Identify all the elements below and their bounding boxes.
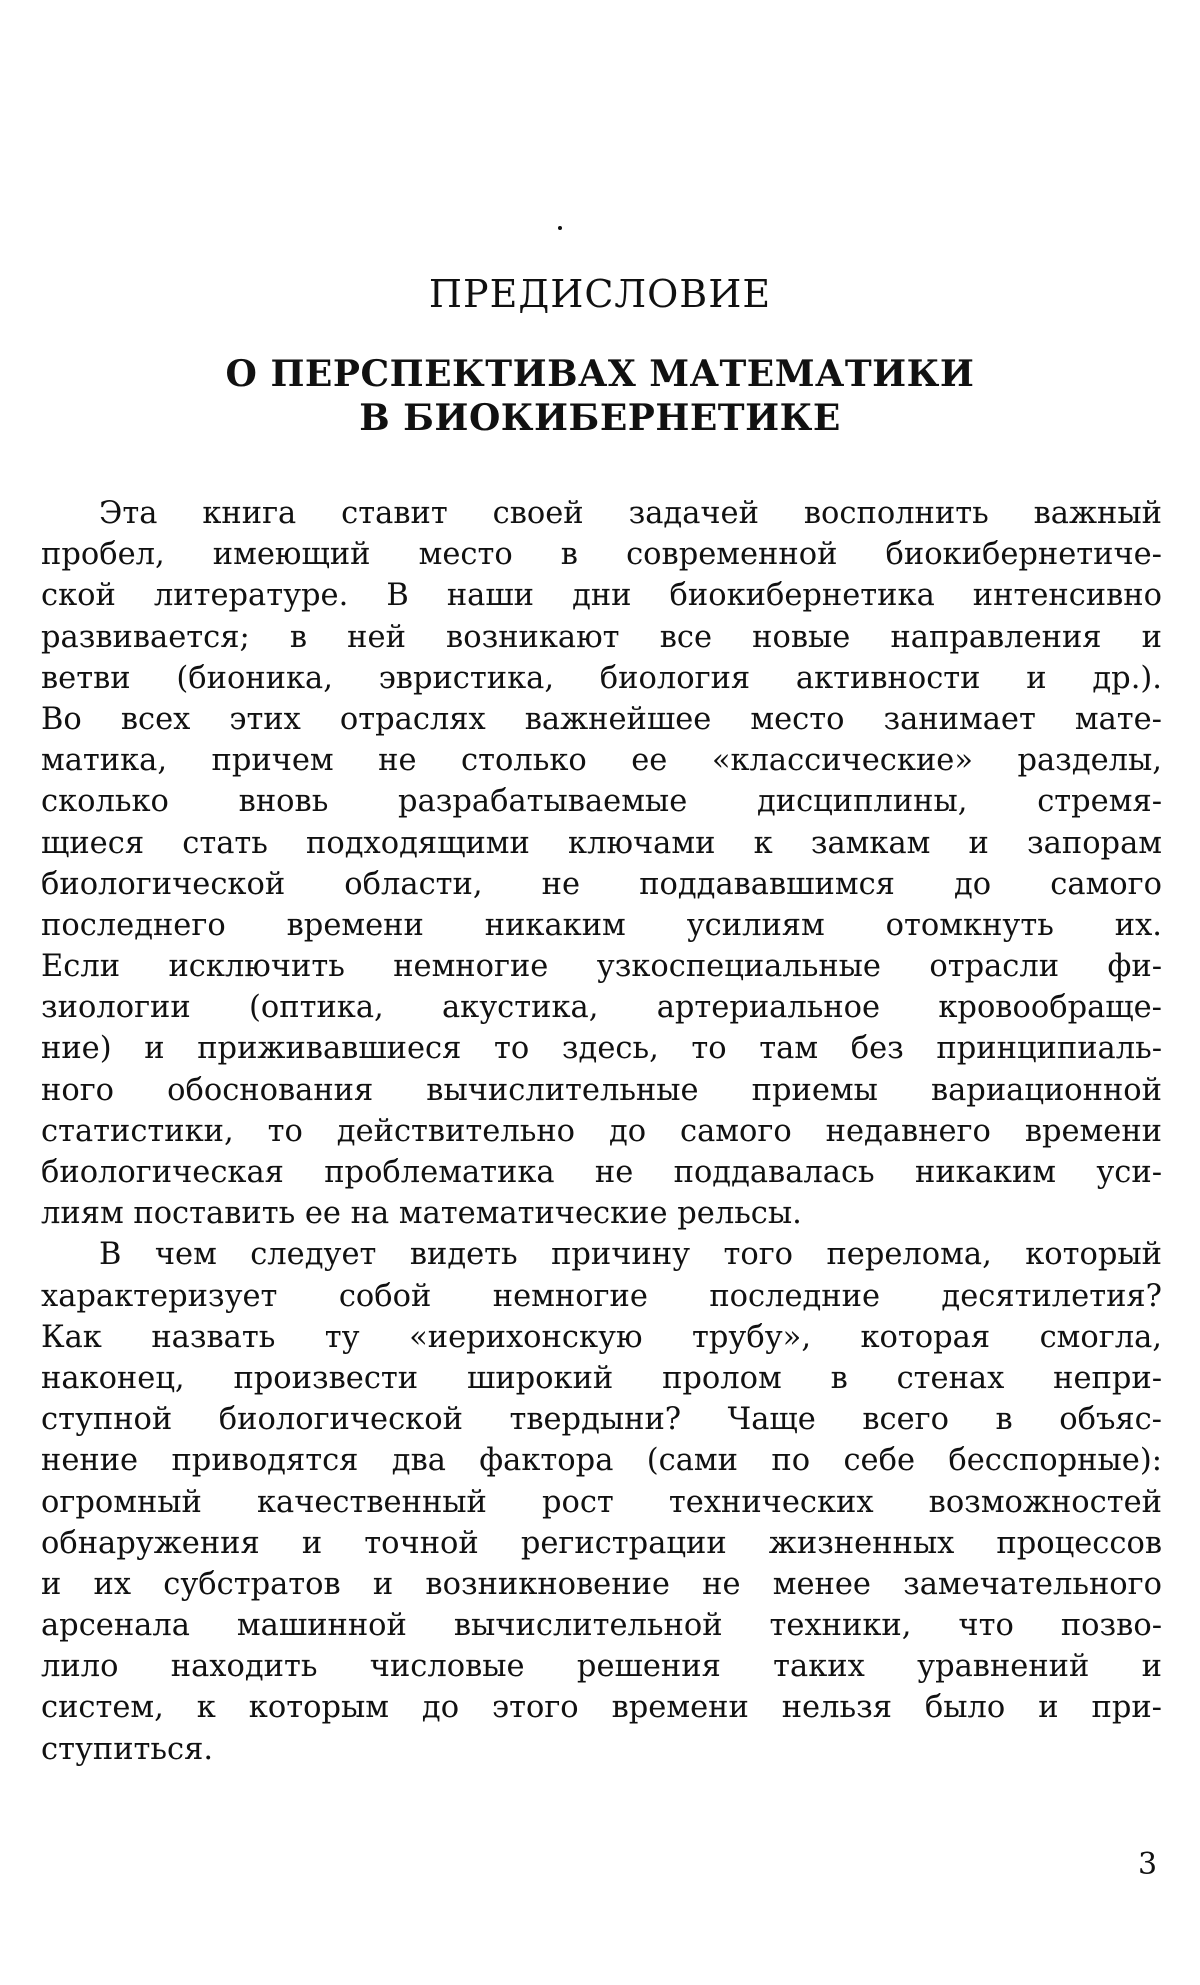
text-line: Если исключить немногие узкоспециальные отрасли фи- <box>41 949 1162 985</box>
text-line: В чем следует видеть причину того перелома, который <box>99 1237 1162 1273</box>
text-line: Эта книга ставит своей задачей восполнить важный <box>99 496 1162 531</box>
text-line: щиеся стать подходящими ключами к замкам и запорам <box>41 825 1162 861</box>
text-line: пробел, имеющий место в современной биокибернетиче- <box>41 537 1162 573</box>
text-line: матика, причем не столько ее «классические» разделы, <box>41 743 1162 779</box>
chapter-title-line-1: О ПЕРСПЕКТИВАХ МАТЕМАТИКИ <box>225 353 975 395</box>
text-line: наконец, произвести широкий пролом в стенах непри- <box>41 1360 1162 1396</box>
text-line: последнего времени никаким усилиям отомкнуть их. <box>41 907 1162 943</box>
text-line: систем, к которым до этого времени нельзя было и при- <box>41 1690 1162 1726</box>
text-line: и их субстратов и возникновение не менее замечательного <box>41 1566 1162 1602</box>
paragraph-1 <box>41 493 1162 1234</box>
text-line: лило находить числовые решения таких уравнений и <box>41 1649 1162 1685</box>
text-line: ступиться. <box>41 1731 214 1767</box>
text-line: огромный качественный рост технических возможностей <box>41 1484 1162 1520</box>
text-line: ской литературе. В наши дни биокибернетика интенсивно <box>41 578 1162 614</box>
text-line: характеризует собой немногие последние десятилетия? <box>41 1278 1162 1314</box>
body-text <box>41 493 1162 1770</box>
text-line: биологической области, не поддававшимся до самого <box>41 866 1162 902</box>
page-number: 3 <box>1138 1847 1158 1882</box>
stray-dot-mark <box>558 226 562 230</box>
chapter-title <box>0 352 1200 440</box>
text-line: ного обоснования вычислительные приемы вариационной <box>41 1072 1162 1108</box>
text-line: Во всех этих отраслях важнейшее место занимает мате- <box>41 701 1162 737</box>
paragraph-2 <box>41 1234 1162 1769</box>
text-line: ветви (бионика, эвристика, биология активности и др.). <box>41 660 1162 696</box>
text-line: лиям поставить ее на математические рельсы. <box>41 1196 802 1232</box>
text-line: статистики, то действительно до самого недавнего времени <box>41 1113 1162 1149</box>
text-line: нение приводятся два фактора (сами по себе бесспорные): <box>41 1443 1162 1479</box>
text-line: развивается; в ней возникают все новые направления и <box>41 619 1162 655</box>
chapter-title-line-2: В БИОКИБЕРНЕТИКЕ <box>359 397 841 439</box>
text-line: биологическая проблематика не поддавалась никаким уси- <box>41 1155 1162 1190</box>
text-line: ние) и приживавшиеся то здесь, то там без принципиаль- <box>41 1031 1162 1067</box>
text-line: Как назвать ту «иерихонскую трубу», которая смогла, <box>41 1319 1162 1355</box>
text-line: сколько вновь разрабатываемые дисциплины, стремя- <box>41 784 1162 820</box>
text-line: зиологии (оптика, акустика, артериальное кровообраще- <box>41 990 1162 1026</box>
text-line: обнаружения и точной регистрации жизненных процессов <box>41 1525 1162 1561</box>
text-line: ступной биологической твердыни? Чаще всего в объяс- <box>41 1402 1162 1438</box>
preface-heading: ПРЕДИСЛОВИЕ <box>428 272 772 316</box>
text-line: арсенала машинной вычислительной техники, что позво- <box>41 1608 1162 1644</box>
